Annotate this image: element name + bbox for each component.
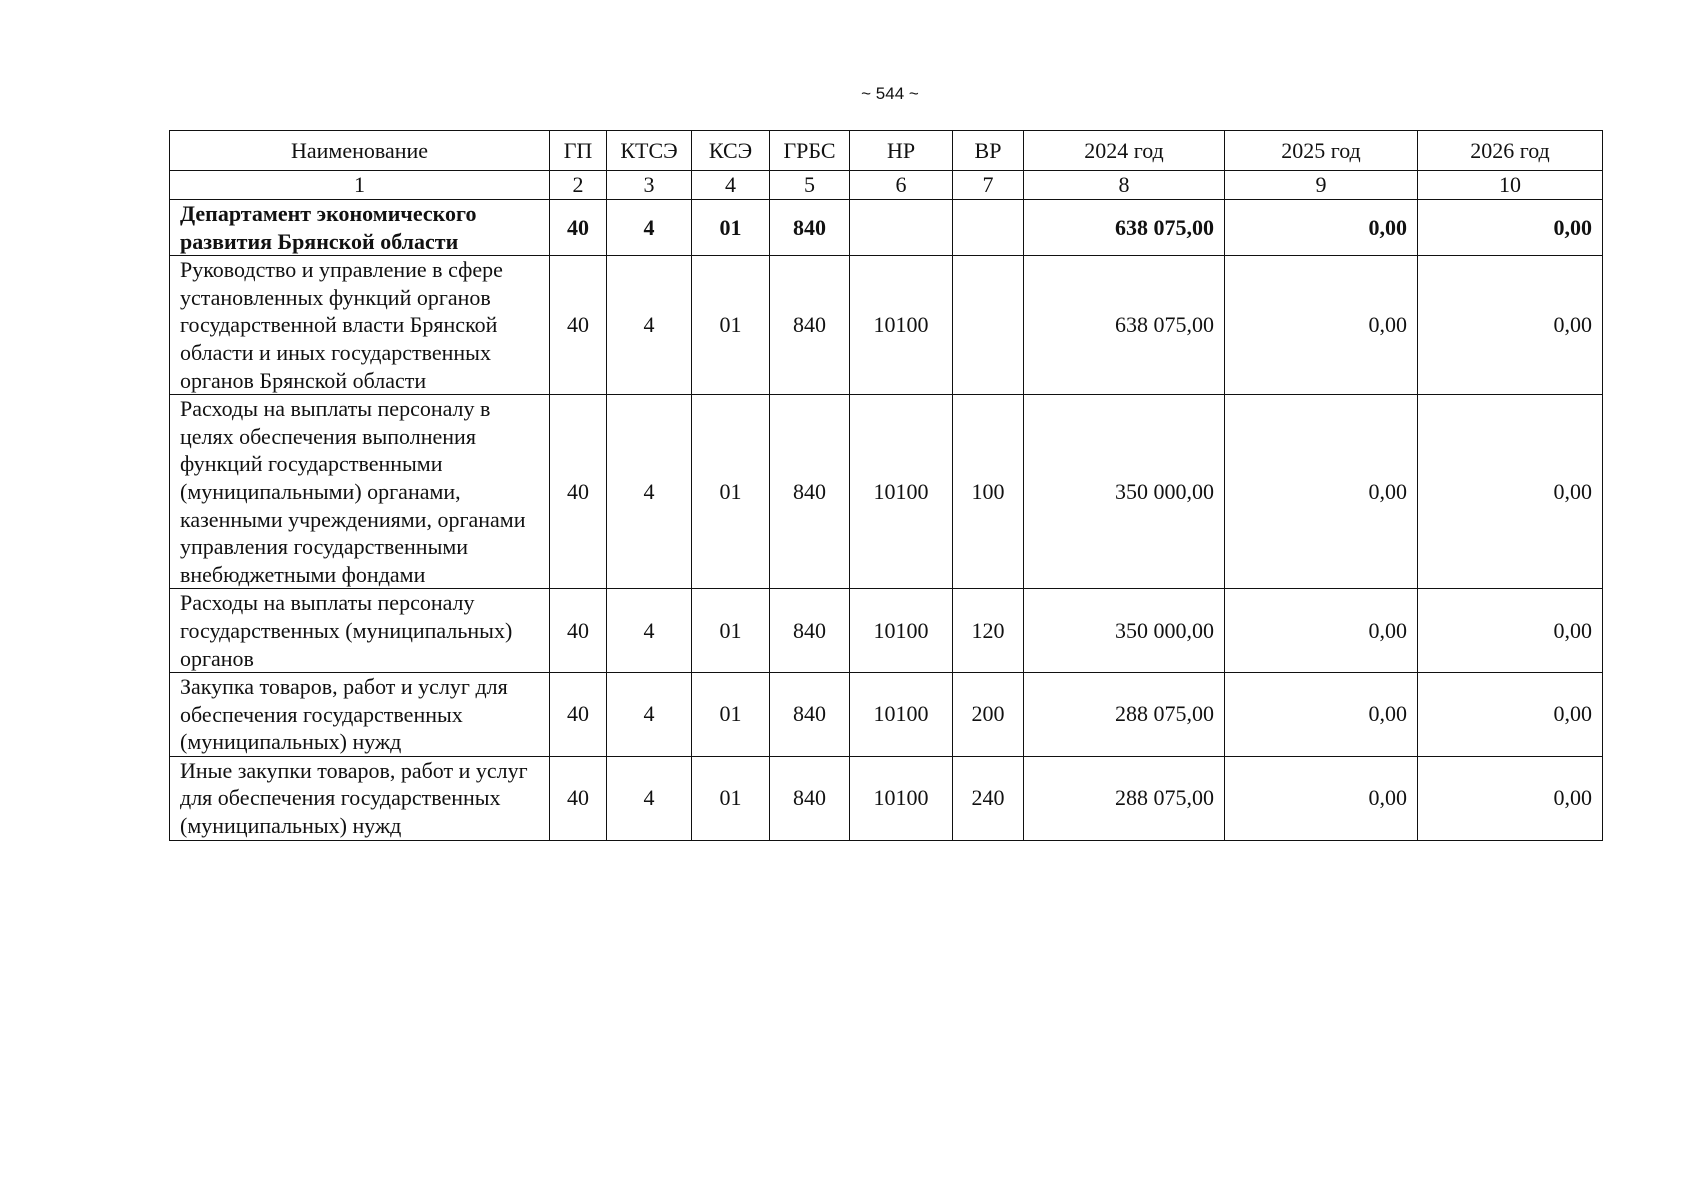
row-2025: 0,00 bbox=[1225, 756, 1418, 840]
row-name: Департамент экономического развития Брянской области bbox=[170, 200, 550, 256]
col-header-2024: 2024 год bbox=[1024, 131, 1225, 171]
row-kse: 01 bbox=[692, 395, 770, 589]
row-2026: 0,00 bbox=[1418, 673, 1603, 757]
row-ktse: 4 bbox=[607, 200, 692, 256]
row-vr: 120 bbox=[953, 589, 1024, 673]
table-row bbox=[170, 756, 1603, 840]
col-header-2025: 2025 год bbox=[1225, 131, 1418, 171]
row-nr bbox=[850, 200, 953, 256]
row-2026: 0,00 bbox=[1418, 589, 1603, 673]
row-kse: 01 bbox=[692, 200, 770, 256]
row-gp: 40 bbox=[550, 200, 607, 256]
row-gp: 40 bbox=[550, 589, 607, 673]
row-2024: 350 000,00 bbox=[1024, 395, 1225, 589]
col-number: 9 bbox=[1225, 171, 1418, 200]
row-2025: 0,00 bbox=[1225, 256, 1418, 395]
row-2025: 0,00 bbox=[1225, 200, 1418, 256]
row-gp: 40 bbox=[550, 395, 607, 589]
row-vr: 240 bbox=[953, 756, 1024, 840]
row-vr: 100 bbox=[953, 395, 1024, 589]
row-grbs: 840 bbox=[770, 256, 850, 395]
table-row bbox=[170, 395, 1603, 589]
row-name: Иные закупки товаров, работ и услуг для обеспечения государственных (муниципальных) нужд bbox=[170, 756, 550, 840]
row-kse: 01 bbox=[692, 756, 770, 840]
col-header-ktse: КТСЭ bbox=[607, 131, 692, 171]
page-number: ~ 544 ~ bbox=[861, 84, 919, 103]
row-name: Руководство и управление в сфере установленных функций органов государственной власти Брянской области и иных государственных органов Брянской области bbox=[170, 256, 550, 395]
column-number-row bbox=[170, 171, 1603, 200]
row-2026: 0,00 bbox=[1418, 256, 1603, 395]
row-grbs: 840 bbox=[770, 589, 850, 673]
row-2026: 0,00 bbox=[1418, 756, 1603, 840]
col-header-nr: НР bbox=[850, 131, 953, 171]
row-2024: 638 075,00 bbox=[1024, 256, 1225, 395]
header-row bbox=[170, 131, 1603, 171]
row-ktse: 4 bbox=[607, 756, 692, 840]
col-number: 5 bbox=[770, 171, 850, 200]
row-nr: 10100 bbox=[850, 395, 953, 589]
table-row bbox=[170, 589, 1603, 673]
row-name: Закупка товаров, работ и услуг для обеспечения государственных (муниципальных) нужд bbox=[170, 673, 550, 757]
col-header-kse: КСЭ bbox=[692, 131, 770, 171]
col-number: 1 bbox=[170, 171, 550, 200]
row-gp: 40 bbox=[550, 673, 607, 757]
table-row bbox=[170, 256, 1603, 395]
row-vr bbox=[953, 256, 1024, 395]
row-gp: 40 bbox=[550, 756, 607, 840]
row-grbs: 840 bbox=[770, 673, 850, 757]
row-vr bbox=[953, 200, 1024, 256]
col-number: 8 bbox=[1024, 171, 1225, 200]
row-2024: 288 075,00 bbox=[1024, 756, 1225, 840]
row-ktse: 4 bbox=[607, 589, 692, 673]
row-grbs: 840 bbox=[770, 200, 850, 256]
col-number: 2 bbox=[550, 171, 607, 200]
col-number: 10 bbox=[1418, 171, 1603, 200]
row-ktse: 4 bbox=[607, 395, 692, 589]
row-gp: 40 bbox=[550, 256, 607, 395]
row-kse: 01 bbox=[692, 589, 770, 673]
row-2025: 0,00 bbox=[1225, 589, 1418, 673]
col-header-name: Наименование bbox=[170, 131, 550, 171]
row-nr: 10100 bbox=[850, 589, 953, 673]
row-2025: 0,00 bbox=[1225, 673, 1418, 757]
row-ktse: 4 bbox=[607, 673, 692, 757]
row-2026: 0,00 bbox=[1418, 200, 1603, 256]
col-header-vr: ВР bbox=[953, 131, 1024, 171]
row-2024: 288 075,00 bbox=[1024, 673, 1225, 757]
col-header-gp: ГП bbox=[550, 131, 607, 171]
row-ktse: 4 bbox=[607, 256, 692, 395]
row-nr: 10100 bbox=[850, 673, 953, 757]
row-nr: 10100 bbox=[850, 756, 953, 840]
row-name: Расходы на выплаты персоналу в целях обеспечения выполнения функций государственными (муниципальными) органами, казенными учреждениями, органами управления государственными внебюджетными фондами bbox=[170, 395, 550, 589]
row-kse: 01 bbox=[692, 256, 770, 395]
col-number: 6 bbox=[850, 171, 953, 200]
row-2026: 0,00 bbox=[1418, 395, 1603, 589]
col-header-2026: 2026 год bbox=[1418, 131, 1603, 171]
row-name: Расходы на выплаты персоналу государственных (муниципальных) органов bbox=[170, 589, 550, 673]
budget-table bbox=[169, 130, 1603, 841]
row-vr: 200 bbox=[953, 673, 1024, 757]
table-row bbox=[170, 200, 1603, 256]
row-nr: 10100 bbox=[850, 256, 953, 395]
col-number: 4 bbox=[692, 171, 770, 200]
table-row bbox=[170, 673, 1603, 757]
row-2025: 0,00 bbox=[1225, 395, 1418, 589]
row-2024: 638 075,00 bbox=[1024, 200, 1225, 256]
col-header-grbs: ГРБС bbox=[770, 131, 850, 171]
row-kse: 01 bbox=[692, 673, 770, 757]
row-2024: 350 000,00 bbox=[1024, 589, 1225, 673]
row-grbs: 840 bbox=[770, 756, 850, 840]
col-number: 7 bbox=[953, 171, 1024, 200]
col-number: 3 bbox=[607, 171, 692, 200]
row-grbs: 840 bbox=[770, 395, 850, 589]
